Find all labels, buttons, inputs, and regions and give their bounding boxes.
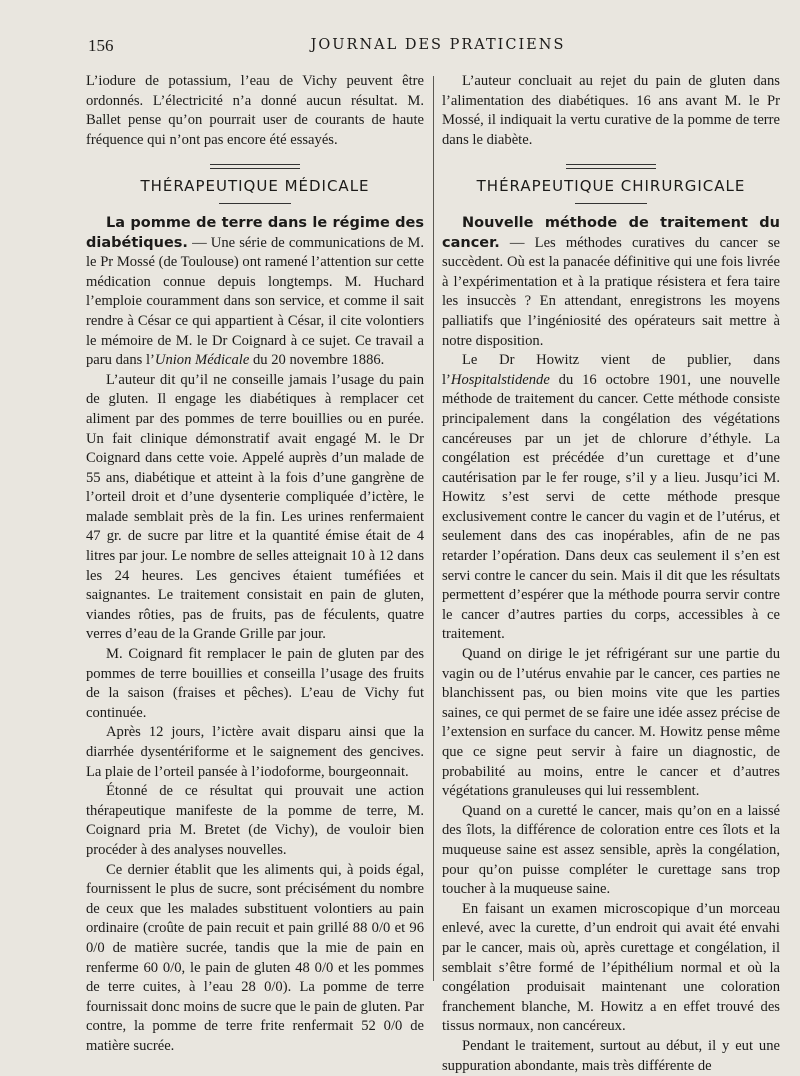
section-rule-top (566, 164, 656, 169)
article-text-italic: Union Médicale (154, 352, 250, 369)
section-title-text: THÉRAPEUTIQUE MÉDICALE (140, 177, 370, 196)
body-paragraph: Pendant le traitement, surtout au début, il y eut une suppuration abondante, mais très différente de (442, 1037, 780, 1074)
article-paragraph (442, 214, 780, 351)
article-text: — Les méthodes curatives du cancer se succèdent. Où est la panacée définitive qui une fois livrée à l’expérimentation et à la pratique résistera et fera taire les insuccès ? En attendant, enregistrons les moyens palliatifs que l’ingéniosité des opérateurs sait mettre à notre disposition. (442, 234, 780, 349)
section-rule-bottom (575, 203, 647, 204)
article-title: La pomme de terre dans le régime des diabétiques. (86, 214, 424, 251)
body-paragraph: En faisant un examen microscopique d’un morceau enlevé, avec la curette, d’un endroit qui avait été envahi par le cancer, mais où, après curettage et congélation, il semblait s’être formé de l’épithélium normal et où la congélation produisait maintenant une coloration franchement blanche, M. Howitz a en effet trouvé des tissus normaux, non cancéreux. (442, 900, 780, 1035)
article-title: Nouvelle méthode de traitement du cancer. (442, 214, 780, 251)
right-intro-paragraph: L’auteur concluait au rejet du pain de gluten dans l’alimentation des diabétiques. 16 ans avant M. le Pr Mossé, il indiquait la vertu curative de la pomme de terre dans le diabète. (442, 73, 780, 148)
right-column (442, 72, 780, 1076)
column-divider (433, 76, 434, 981)
page-number: 156 (88, 36, 114, 55)
section-title-chirurgicale (442, 164, 780, 204)
section-rule-bottom (219, 203, 291, 204)
body-paragraph: Ce dernier établit que les aliments qui, à poids égal, fournissent le plus de sucre, sont précisément du nombre de ceux que les malades substituent volontiers au pain ordinaire (croûte de pain recuit et pain grillé 88 0/0 et 96 0/0 de matière sucrée, tandis que la mie de pain en renferme 60 0/0, le pain de gluten 48 0/0 et les pommes de terre cuites, à l’eau 28 0/0). La pomme de terre fournissait donc moins de sucre que le pain de gluten. Par contre, la pomme de terre frite renfermait 52 0/0 de matière sucrée. (86, 861, 424, 1054)
left-intro-paragraph: L’iodure de potassium, l’eau de Vichy peuvent être ordonnés. L’électricité n’a donné aucun résultat. M. Ballet pense qu’on pourrait user de courants de haute fréquence qui n’ont pas encore été essayés. (86, 73, 424, 148)
article-text-end: du 20 novembre 1886. (249, 352, 385, 369)
body-paragraph: L’auteur dit qu’il ne conseille jamais l’usage du pain de gluten. Il engage les diabétiques à remplacer cet aliment par des pommes de terre bouillies ou en purée. Un fait clinique démonstratif avait engagé M. le Dr Coignard dans cette voie. Appelé auprès d’un malade de 55 ans, diabétique et atteint à la fois d’une gangrène de l’orteil droit et d’une dysenterie compliquée d’ictère, le malade semblait près de la fin. Les urines renfermaient 47 gr. de sucre par litre et la quantité émise était de 4 litres par jour. Le nombre de selles atteignait 10 à 12 dans les 24 heures. Les gencives étaient tuméfiées et saignantes. Le traitement consistait en pain de gluten, viandes rôties, pas de fruits, pas de féculents, quatre verres d’eau de la Grande Grille par jour. (86, 371, 424, 643)
section-rule-top (210, 164, 300, 169)
body-paragraph: Quand on dirige le jet réfrigérant sur une partie du vagin ou de l’utérus envahie par le cancer, ces parties ne blanchissent pas, ou bien moins vite que les parties saines, ce qui permet de se faire une idée assez précise de l’extension en surface du cancer. M. Howitz pense même que ce signe peut servir à faire un diagnostic, de probabilité au moins, entre le cancer et d’autres végétations granuleuses qui lui ressemblent. (442, 646, 780, 800)
section-title-medicale (86, 164, 424, 204)
body-paragraph: M. Coignard fit remplacer le pain de gluten par des pommes de terre bouillies et conseilla l’usage des fruits de la saison (fraises et pêches). L’eau de Vichy fut continuée. (86, 646, 424, 721)
body-paragraph: Quand on a curetté le cancer, mais qu’on en a laissé des îlots, la différence de coloration entre ces îlots et la muqueuse saine est assez sensible, après la congélation, pour qu’on puisse compléter le curettage sans trop toucher à la muqueuse saine. (442, 802, 780, 898)
article-text: — Une série de communications de M. le Pr Mossé (de Toulouse) ont ramené l’attention sur cette médication connue depuis longtemps. M. Huchard l’emploie couramment dans son service, et comme il sait rendre à César ce qui appartient à César, il cite volontiers le mémoire de M. le Dr Coignard à ce sujet. Ce travail a paru dans l’ (86, 234, 424, 369)
body-paragraph (442, 351, 780, 645)
page-header (88, 36, 788, 60)
para-text: Le Dr Howitz vient de publier, dans l’ (442, 352, 780, 388)
body-paragraph: Après 12 jours, l’ictère avait disparu ainsi que la diarrhée dysentériforme et le saignement des gencives. La plaie de l’orteil pansée à l’iodoforme, bourgeonnait. (86, 724, 424, 780)
section-title-text: THÉRAPEUTIQUE CHIRURGICALE (476, 177, 746, 196)
left-column (86, 72, 424, 1057)
para-text-end: du 16 octobre 1901, une nouvelle méthode de traitement du cancer. Cette méthode consiste principalement dans la congélation des végétations cancéreuses par un jet de chlorure d’éthyle. La congélation est précédée d’un curettage et d’une cautérisation par le fer rouge, s’il y a lieu. Jusqu’ici M. Howitz s’est servi de cette méthode presque exclusivement contre le cancer du vagin et de l’utérus, et seulement dans des cas inopérables, afin de ne pas retarder l’opération. Dans deux cas seulement il s’en est servi contre le cancer du sein. Mais il dit que les résultats permettent d’espérer que la méthode pourra servir contre le cancer d’autres parties du corps, accessibles à ce traitement. (442, 371, 780, 643)
journal-title: JOURNAL DES PRATICIENS (310, 37, 566, 53)
body-paragraph: Étonné de ce résultat qui prouvait une action thérapeutique manifeste de la pomme de terre, M. Coignard pria M. Bretet (de Vichy), de vouloir bien procéder à des analyses nouvelles. (86, 783, 424, 858)
article-paragraph (86, 214, 424, 371)
para-text-italic: Hospitalstidende (450, 371, 550, 388)
